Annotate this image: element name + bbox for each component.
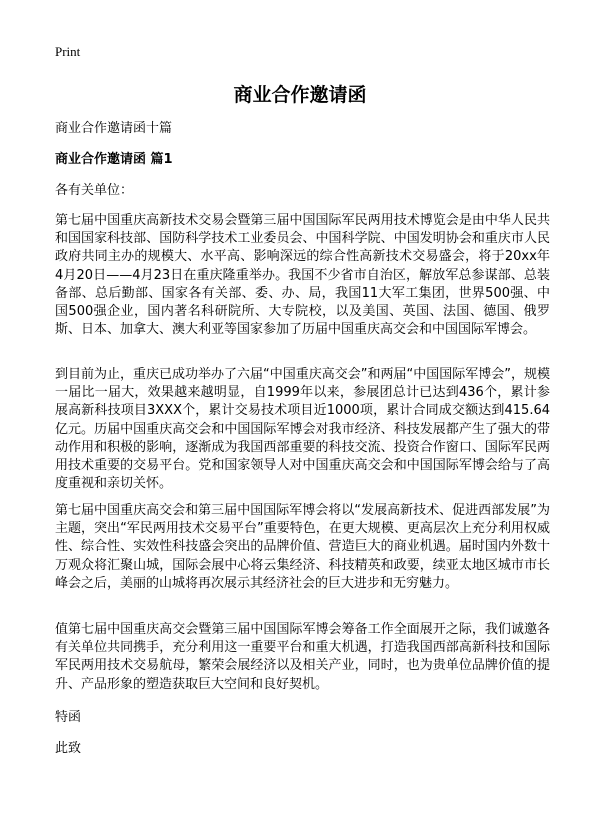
page-title: 商业合作邀请函 (233, 84, 367, 106)
closing-special-letter: 特函 (55, 710, 82, 725)
document-subtitle: 商业合作邀请函十篇 (55, 121, 173, 136)
body-paragraph: 第七届中国重庆高交会和第三届中国国际军博会将以“发展高新技术、促进西部发展”为主题，突出“军民两用技术交易平台”重要特色，在更大规模、更高层次上充分利用权威性、综合性、实效性科技盛会突出的品牌价值、营造巨大的商业机遇。届时国内外数十万观众将汇聚山城，国际会展中心将云集经济、科技精英和政要，续亚太地区城市市长峰会之后，美丽的山城将再次展示其经济社会的巨大进步和无穷魅力。 (55, 503, 550, 591)
body-paragraph: 值第七届中国重庆高交会暨第三届中国国际军博会筹备工作全面展开之际，我们诚邀各有关单位共同携手，充分利用这一重要平台和重大机遇，打造我国西部高新科技和国际军民两用技术交易航母，繁荣会展经济以及相关产业，同时，也为贵单位品牌价值的提升、产品形象的塑造获取巨大空间和良好契机。 (55, 622, 550, 692)
section-heading: 商业合作邀请函 篇1 (55, 152, 173, 167)
body-paragraph: 第七届中国重庆高新技术交易会暨第三届中国国际军民两用技术博览会是由中华人民共和国国家科技部、国防科学技术工业委员会、中国科学院、中国发明协会和重庆市人民政府共同主办的规模大、水平高、影响深远的综合性高新技术交易盛会，将于20xx年4月20日——4月23日在重庆隆重举办。我国不少省市自治区，解放军总参谋部、总装备部、总后勤部、国家各有关部、委、办、局，我国11大军工集团，世界500强、中国500强企业，国内著名科研院所、大专院校，以及美国、英国、法国、德国、俄罗斯、日本、加拿大、澳大利亚等国家参加了历届中国重庆高交会和中国国际军博会。 (55, 213, 550, 338)
greeting: 各有关单位： (55, 183, 134, 198)
closing-regards: 此致 (55, 741, 82, 756)
print-link[interactable]: Print (55, 44, 81, 59)
body-paragraph: 到目前为止，重庆已成功举办了六届“中国重庆高交会”和两届“中国国际军博会”，规模一届比一届大，效果越来越明显，自1999年以来，参展团总计已达到436个，累计参展高新科技项目3XXX个，累计交易技术项目近1000项，累计合同成交额达到415.64亿元。历届中国重庆高交会和中国国际军博会对我市经济、科技发展都产生了强大的带动作用和积极的影响，逐渐成为我国西部重要的科技交流、投资合作窗口、国际军民两用技术重要的交易平台。党和国家领导人对中国重庆高交会和中国国际军博会给与了高度重视和亲切关怀。 (55, 367, 550, 492)
